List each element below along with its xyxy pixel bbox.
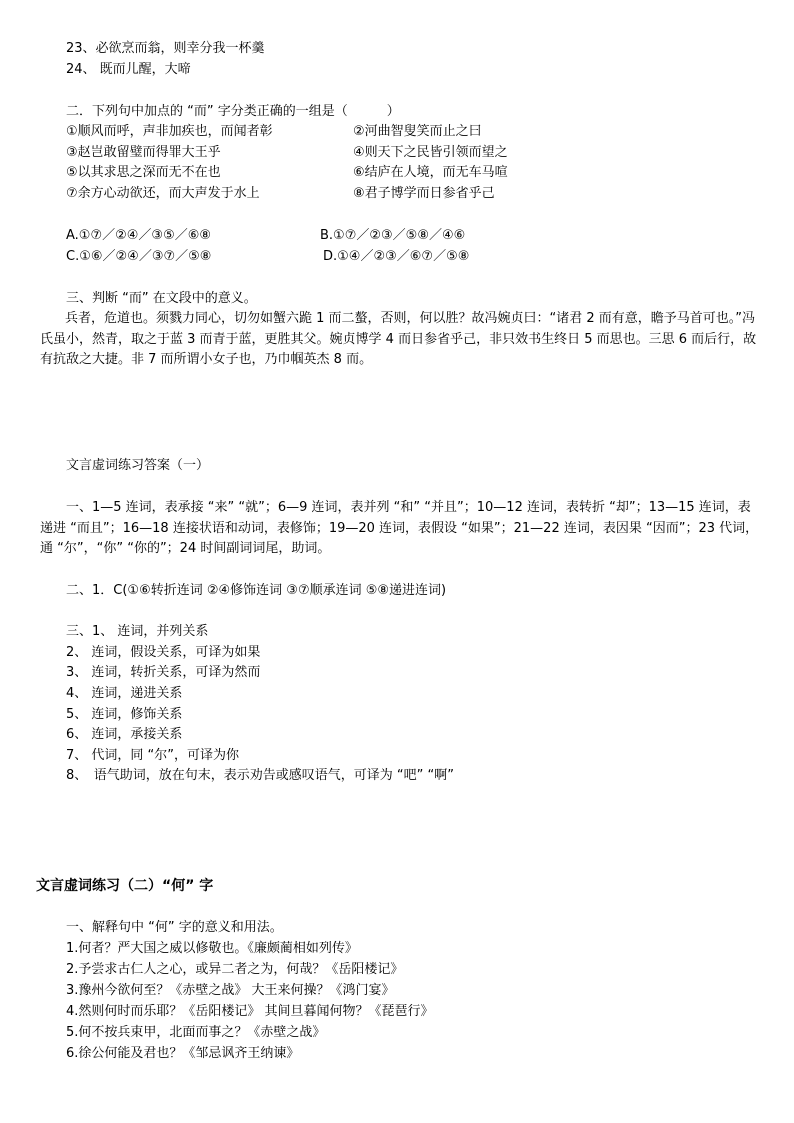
section-2-item-2: 2.予尝求古仁人之心，或异二者之为，何哉？《岳阳楼记》 [66, 962, 404, 977]
answer-3-6: 6、 连词，承接关系 [66, 727, 183, 742]
sentence-24: 24、 既而儿醒，大啼 [66, 62, 191, 77]
item-2: ②河曲智叟笑而止之曰 [353, 124, 482, 139]
answer-part-2: 二、1．C(①⑥转折连词 ②④修饰连词 ③⑦顺承连词 ⑤⑧递进连词) [66, 583, 447, 598]
section-2-item-6: 6.徐公何能及君也？《邹忌讽齐王纳谏》 [66, 1046, 300, 1061]
item-5: ⑤以其求思之深而无不在也 [66, 165, 221, 180]
option-c: C.①⑥／②④／③⑦／⑤⑧ [66, 249, 212, 264]
section-2-item-1: 1.何者？严大国之威以修敬也。《廉颇蔺相如列传》 [66, 941, 358, 956]
section-2-question-title: 一、解释句中 “何” 字的意义和用法。 [66, 920, 283, 935]
option-b: B.①⑦／②③／⑤⑧／④⑥ [320, 228, 466, 243]
section-2-item-3: 3.豫州今欲何至？《赤壁之战》 大王来何操？《鸿门宴》 [66, 983, 395, 998]
sentence-23: 23、必欲烹而翁，则幸分我一杯羹 [66, 41, 265, 56]
question-3-passage: 兵者，危道也。须戮力同心，切勿如蟹六跪 1 而二螯，否则，何以胜？故冯婉贞曰：“诸君 2 而有意，瞻予马首可也。”冯氏虽小，然青，取之于蓝 3 而青于蓝，更胜其父。婉贞博学 4 而日参省乎己，非只效书生终日 5 而思也。三思 6 而后行，故有抗敌之大捷。非 7 而所谓小女子也，乃巾帼英杰 8 而。 [40, 311, 757, 367]
answer-3-7: 7、 代词，同 “尔”，可译为你 [66, 748, 240, 763]
answer-3-5: 5、 连词，修饰关系 [66, 707, 183, 722]
item-1: ①顺风而呼，声非加疾也，而闻者彰 [66, 124, 273, 139]
section-2-item-5: 5.何不按兵束甲，北面而事之？《赤壁之战》 [66, 1025, 326, 1040]
item-6: ⑥结庐在人境，而无车马喧 [353, 165, 508, 180]
item-8: ⑧君子博学而日参省乎己 [353, 186, 495, 201]
item-4: ④则天下之民皆引领而望之 [353, 145, 508, 160]
section-2-item-4: 4.然则何时而乐耶？《岳阳楼记》 其间旦暮闻何物？《琵琶行》 [66, 1004, 434, 1019]
question-2-title: 二．下列句中加点的 “而” 字分类正确的一组是（ ） [66, 104, 400, 119]
answer-3-2: 2、 连词，假设关系，可译为如果 [66, 645, 261, 660]
answer-3-3: 3、 连词，转折关系，可译为然而 [66, 665, 261, 680]
answer-3-4: 4、 连词，递进关系 [66, 686, 183, 701]
option-d: D.①④／②③／⑥⑦／⑤⑧ [323, 249, 470, 264]
answer-part-1: 一、1—5 连词，表承接 “来” “就”；6—9 连词，表并列 “和” “并且”；10—12 连词，表转折 “却”；13—15 连词，表递进 “而且”；16—18 连接状语和动词，表修饰；19—20 连词，表假设 “如果”；21—22 连词，表因果 “因而”；23 代词，通 “尔”，“你” “你的”；24 时间副词词尾，助词。 [40, 500, 759, 556]
item-3: ③赵岂敢留璧而得罪大王乎 [66, 145, 221, 160]
item-7: ⑦余方心动欲还，而大声发于水上 [66, 186, 260, 201]
section-2-heading: 文言虚词练习（二）“何” 字 [36, 878, 214, 894]
answer-3-8: 8、 语气助词，放在句末，表示劝告或感叹语气，可译为 “吧” “啊” [66, 768, 454, 783]
option-a: A.①⑦／②④／③⑤／⑥⑧ [66, 228, 212, 243]
answer-3-1: 三、1、 连词，并列关系 [66, 624, 209, 639]
question-3-title: 三、判断 “而” 在文段中的意义。 [66, 291, 257, 306]
answer-title: 文言虚词练习答案（一） [66, 458, 210, 473]
